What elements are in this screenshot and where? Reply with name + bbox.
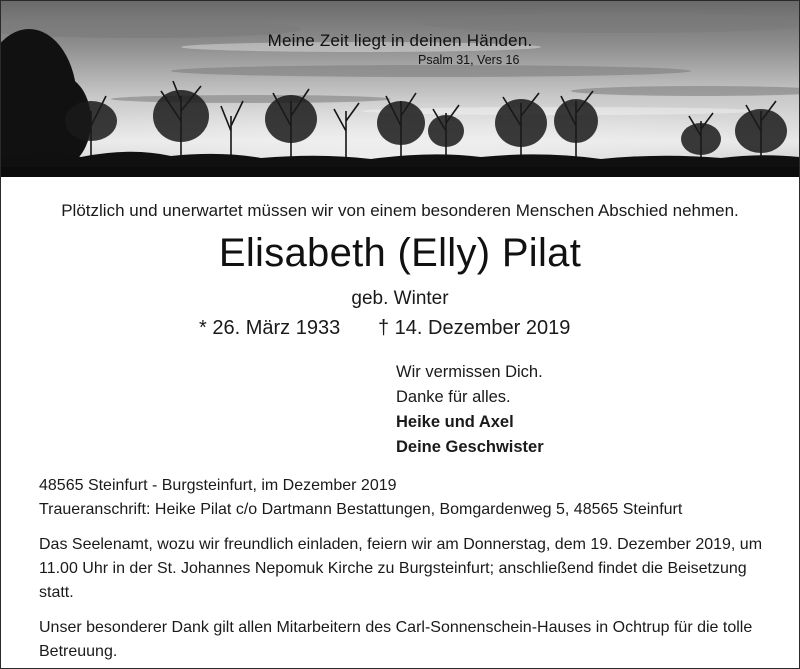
- family-line-1: Wir vermissen Dich.: [396, 363, 543, 381]
- details-block: [39, 474, 769, 664]
- deceased-name: Elisabeth (Elly) Pilat: [218, 231, 582, 275]
- service-info: Das Seelenamt, wozu wir freundlich einladen, feiern wir am Donnerstag, dem 19. Dezember 2019, um 11.00 Uhr in der St. Johannes Nepomuk Kirche zu Burgsteinfurt; anschließend findet die Beisetzung statt.: [39, 536, 763, 601]
- quote-text: Meine Zeit liegt in deinen Händen.: [267, 31, 533, 50]
- maiden-name: geb. Winter: [351, 288, 449, 309]
- quote-source: Psalm 31, Vers 16: [418, 53, 520, 67]
- mourner-2: Deine Geschwister: [396, 438, 544, 456]
- death-date: † 14. Dezember 2019: [378, 317, 571, 339]
- birth-date: * 26. März 1933: [199, 317, 341, 339]
- mourning-address: Traueranschrift: Heike Pilat c/o Dartmann Bestattungen, Bomgardenweg 5, 48565 Steinfurt: [39, 501, 683, 518]
- intro-text: Plötzlich und unerwartet müssen wir von einem besonderen Menschen Abschied nehmen.: [61, 201, 739, 220]
- place-date: 48565 Steinfurt - Burgsteinfurt, im Dezember 2019: [39, 477, 397, 494]
- thanks-note: Unser besonderer Dank gilt allen Mitarbeitern des Carl-Sonnenschein-Hauses in Ochtrup für die tolle Betreuung.: [39, 619, 753, 660]
- sunset-tree-photo: [1, 1, 799, 177]
- bible-quote: [1, 31, 799, 51]
- family-block: [396, 360, 544, 460]
- family-line-2: Danke für alles.: [396, 388, 511, 406]
- mourner-1: Heike und Axel: [396, 413, 514, 431]
